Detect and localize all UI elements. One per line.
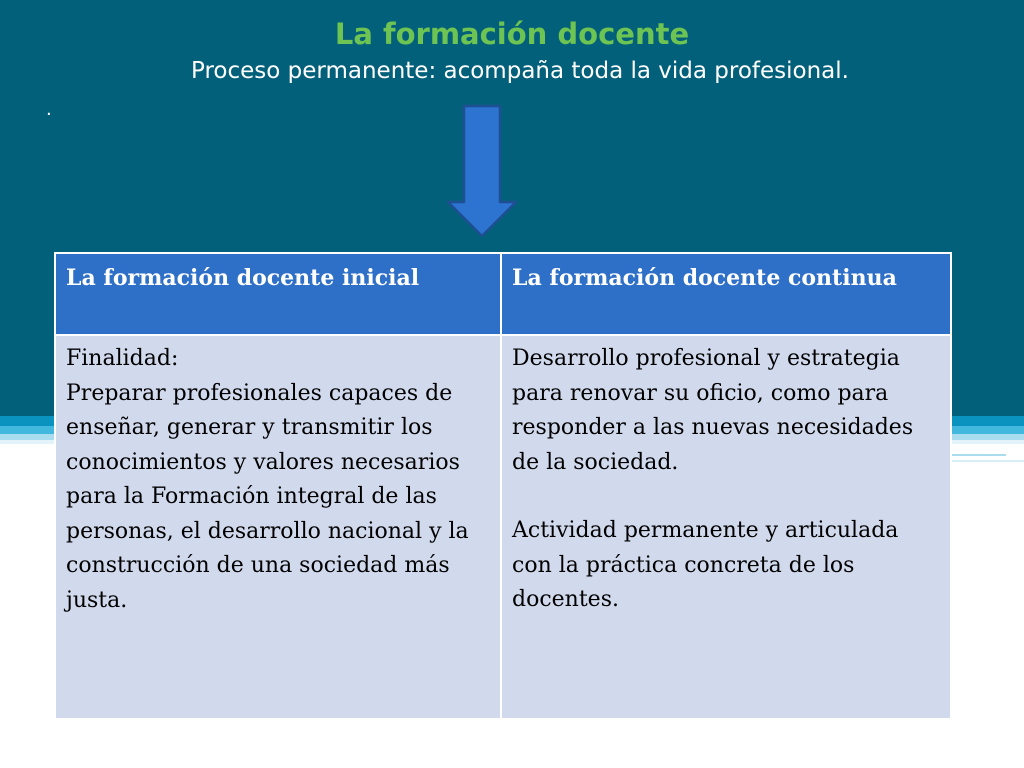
decorative-line xyxy=(940,460,1024,462)
down-arrow-icon xyxy=(444,104,520,240)
paragraph-spacer xyxy=(512,480,940,514)
continuing-paragraph-2: Actividad permanente y articulada con la práctica concreta de los docentes. xyxy=(512,518,899,612)
header-initial-training: La formación docente inicial xyxy=(55,253,501,335)
header-continuing-training: La formación docente continua xyxy=(501,253,951,335)
decorative-line xyxy=(946,454,1006,456)
purpose-label: Finalidad: xyxy=(66,346,179,371)
continuing-paragraph-1: Desarrollo profesional y estrategia para renovar su oficio, como para responder a las nuevas necesidades de la sociedad. xyxy=(512,346,914,475)
comparison-table xyxy=(54,252,952,720)
table-header-row xyxy=(55,253,951,335)
table-row xyxy=(55,335,951,719)
bullet-mark: . xyxy=(46,99,52,120)
cell-continuing-training xyxy=(501,335,951,719)
cell-initial-training xyxy=(55,335,501,719)
purpose-text: Preparar profesionales capaces de enseñar, generar y transmitir los conocimientos y valores necesarios para la Formación integral de las personas, el desarrollo nacional y la construcción de una sociedad más justa. xyxy=(66,380,469,613)
slide-subtitle: Proceso permanente: acompaña toda la vida profesional. xyxy=(191,58,849,84)
slide-title: La formación docente xyxy=(334,17,690,51)
